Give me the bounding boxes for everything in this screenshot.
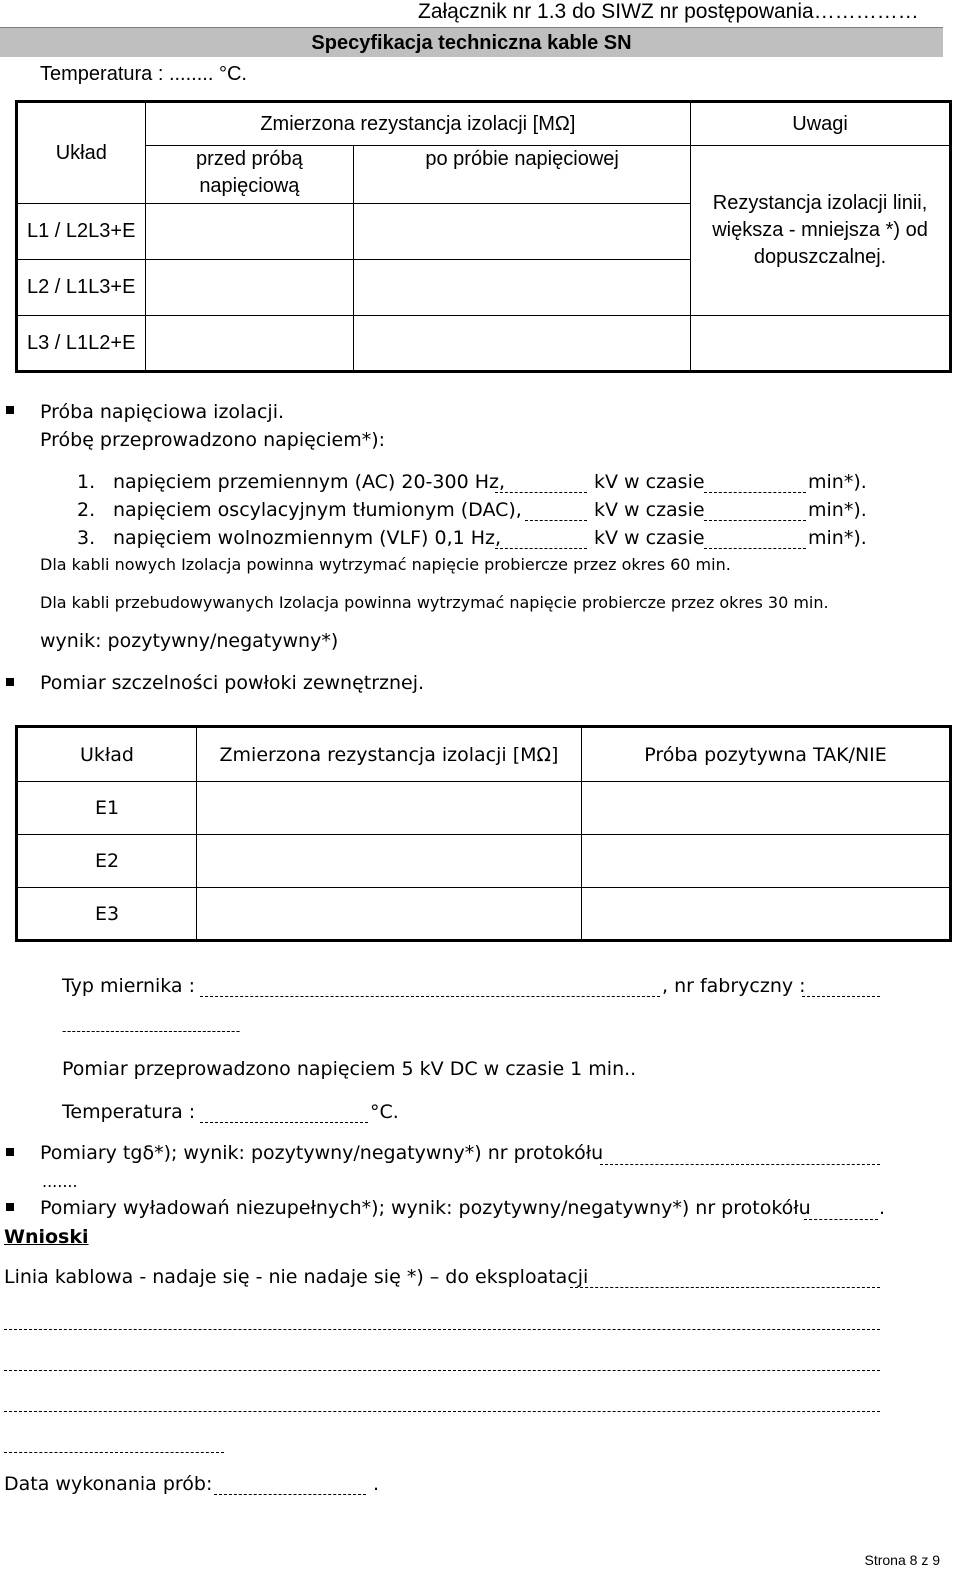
meter-type-field[interactable] — [200, 982, 660, 997]
bullet-icon — [6, 678, 14, 686]
item-text: napięciem przemiennym (AC) 20-300 Hz, — [113, 471, 505, 493]
date-field[interactable] — [214, 1480, 366, 1495]
note-rebuilt-cables: Dla kabli przebudowywanych Izolacja powinna wytrzymać napięcie probiercze przez okres 30 min. — [40, 593, 829, 612]
conclusions-line-1[interactable] — [4, 1329, 880, 1330]
cell-measured-e3[interactable] — [197, 888, 582, 941]
row-label-e3: E3 — [17, 888, 197, 941]
bullet-icon — [6, 1148, 14, 1156]
kv-label-3: kV w czasie — [594, 527, 705, 549]
measure-description: Pomiar przeprowadzono napięciem 5 kV DC w czasie 1 min.. — [62, 1058, 637, 1080]
min-field-2[interactable] — [704, 506, 806, 521]
pd-end: . — [879, 1197, 886, 1219]
tg-continuation: ....... — [42, 1172, 78, 1191]
sheath-test-heading: Pomiar szczelności powłoki zewnętrznej. — [40, 672, 425, 694]
partial-discharge-text: Pomiary wyładowań niezupełnych*); wynik: pozytywny/negatywny*) nr protokółu — [40, 1197, 811, 1219]
row-label-3: L3 / L1L2+E — [17, 316, 146, 372]
min-label-3: min*). — [808, 527, 867, 549]
kv-field-1[interactable] — [495, 478, 587, 493]
row-label-2: L2 / L1L3+E — [17, 260, 146, 316]
bullet-icon — [6, 1203, 14, 1211]
remark-cell-bottom — [691, 316, 951, 372]
page-number: Strona 8 z 9 — [864, 1552, 940, 1568]
serial-number-label: , nr fabryczny : — [662, 975, 806, 997]
min-label-2: min*). — [808, 499, 867, 521]
kv-label-2: kV w czasie — [594, 499, 705, 521]
voltage-test-result: wynik: pozytywny/negatywny*) — [40, 630, 339, 652]
header-before-test: przed próbą napięciową — [145, 146, 353, 204]
cell-measured-e2[interactable] — [197, 835, 582, 888]
header-uklad-2: Układ — [17, 727, 197, 782]
kv-label-1: kV w czasie — [594, 471, 705, 493]
cell-after-2[interactable] — [354, 260, 691, 316]
cell-result-e3[interactable] — [582, 888, 951, 941]
header-remarks: Uwagi — [691, 102, 951, 146]
header-result-2: Próba pozytywna TAK/NIE — [582, 727, 951, 782]
date-label: Data wykonania prób: — [4, 1473, 213, 1495]
header-measured: Zmierzona rezystancja izolacji [MΩ] — [145, 102, 690, 146]
temperature-field[interactable]: Temperatura : ........ °C. — [40, 63, 247, 85]
cell-result-e1[interactable] — [582, 782, 951, 835]
conclusions-field[interactable] — [570, 1273, 880, 1288]
voltage-test-subheading: Próbę przeprowadzono napięciem*): — [40, 429, 386, 451]
sheath-resistance-table — [15, 725, 952, 942]
cell-measured-e1[interactable] — [197, 782, 582, 835]
cell-before-1[interactable] — [145, 204, 353, 260]
conclusions-text: Linia kablowa - nadaje się - nie nadaje się *) – do eksploatacji — [4, 1266, 589, 1288]
temperature-label-2: Temperatura : — [62, 1101, 196, 1123]
tg-protocol-field[interactable] — [600, 1150, 880, 1165]
cell-before-2[interactable] — [145, 260, 353, 316]
header-after-test: po próbie napięciowej — [354, 146, 691, 204]
page-title: Specyfikacja techniczna kable SN — [311, 32, 632, 54]
item-number: 2. — [77, 499, 96, 521]
voltage-item-2 — [77, 498, 522, 522]
cell-before-3[interactable] — [145, 316, 353, 372]
meter-type-label: Typ miernika : — [62, 975, 196, 997]
temperature-unit: °C. — [370, 1101, 399, 1123]
kv-field-3[interactable] — [495, 534, 587, 549]
conclusions-line-3[interactable] — [4, 1411, 880, 1412]
kv-field-2[interactable] — [525, 506, 587, 521]
conclusions-line-4[interactable] — [4, 1452, 224, 1453]
voltage-item-3 — [77, 526, 501, 550]
voltage-item-1 — [77, 470, 505, 494]
insulation-resistance-table — [15, 100, 952, 373]
pd-protocol-field[interactable] — [804, 1205, 878, 1220]
meter-continuation: ------------------------------------- — [62, 1024, 241, 1038]
conclusions-line-2[interactable] — [4, 1370, 880, 1371]
min-field-3[interactable] — [704, 534, 806, 549]
attachment-line: Załącznik nr 1.3 do SIWZ nr postępowania…………… — [418, 0, 919, 23]
cell-after-3[interactable] — [354, 316, 691, 372]
cell-after-1[interactable] — [354, 204, 691, 260]
note-new-cables: Dla kabli nowych Izolacja powinna wytrzymać napięcie probiercze przez okres 60 min. — [40, 555, 731, 574]
item-number: 3. — [77, 527, 96, 549]
header-measured-2: Zmierzona rezystancja izolacji [MΩ] — [197, 727, 582, 782]
date-end: . — [373, 1473, 380, 1495]
temperature-field-2[interactable] — [200, 1108, 368, 1123]
voltage-test-heading: Próba napięciowa izolacji. — [40, 401, 285, 423]
bullet-icon — [6, 406, 14, 414]
header-uklad: Układ — [17, 102, 146, 204]
serial-number-field[interactable] — [802, 982, 880, 997]
row-label-e1: E1 — [17, 782, 197, 835]
row-label-1: L1 / L2L3+E — [17, 204, 146, 260]
item-text: napięciem oscylacyjnym tłumionym (DAC), — [113, 499, 522, 521]
min-field-1[interactable] — [704, 478, 806, 493]
remark-cell: Rezystancja izolacji linii, większa - mniejsza *) od dopuszczalnej. — [691, 146, 951, 316]
item-text: napięciem wolnozmiennym (VLF) 0,1 Hz, — [113, 527, 502, 549]
cell-result-e2[interactable] — [582, 835, 951, 888]
conclusions-heading: Wnioski — [4, 1226, 89, 1248]
min-label-1: min*). — [808, 471, 867, 493]
row-label-e2: E2 — [17, 835, 197, 888]
item-number: 1. — [77, 471, 96, 493]
tg-delta-text: Pomiary tgδ*); wynik: pozytywny/negatywny*) nr protokółu — [40, 1142, 604, 1164]
